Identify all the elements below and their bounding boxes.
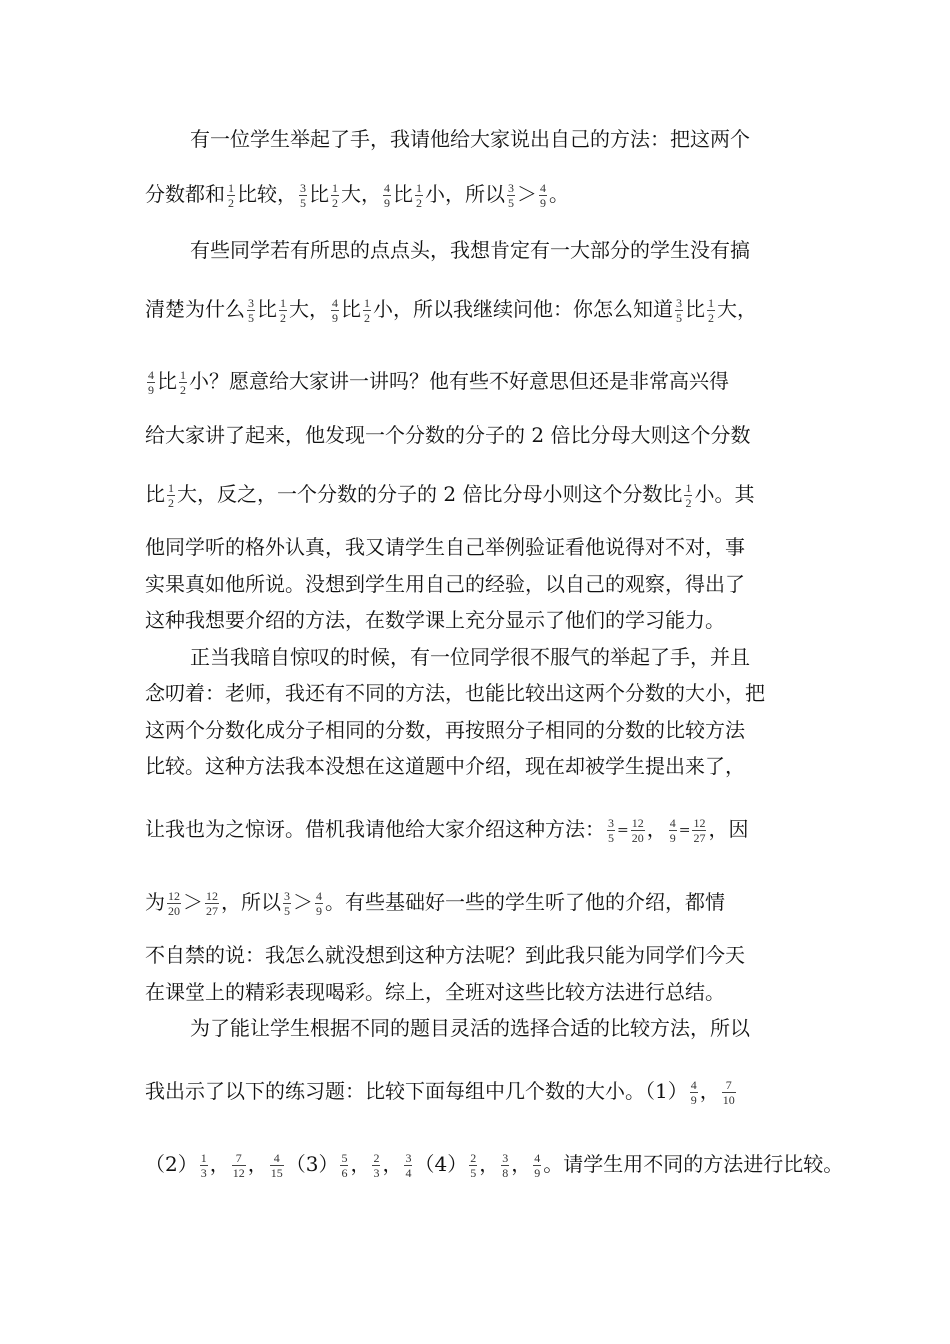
fraction: $\frac{4}{15}$ (270, 1151, 283, 1180)
text: 让我也为之惊讶。借机我请他给大家介绍这种方法： (145, 817, 605, 841)
fraction: $\frac{3}{5}$ (248, 296, 254, 325)
text: 。 (549, 182, 569, 206)
p2-line1: 有些同学若有所思的点点头，我想肯定有一大部分的学生没有搞 (190, 238, 750, 262)
text: 比 (341, 297, 361, 321)
text: 小，所以 (425, 182, 505, 206)
text: 比 (157, 369, 177, 393)
p3-line6 (145, 888, 815, 918)
p2-line8: 这种我想要介绍的方法，在数学课上充分显示了他们的学习能力。 (145, 608, 725, 632)
text: 比 (145, 482, 165, 506)
text: 小？愿意给大家讲一讲吗？他有些不好意思但还是非常高兴得 (189, 369, 729, 393)
text: ， (350, 1152, 371, 1176)
text: ， (646, 817, 667, 841)
text: 。有些基础好一些的学生听了他的介绍，都情 (325, 890, 725, 914)
text: 小。其 (694, 482, 755, 506)
text: 比 (393, 182, 413, 206)
p3-line4: 比较。这种方法我本没想在这道题中介绍，现在却被学生提出来了， (145, 754, 745, 778)
p1-line1: 有一位学生举起了手，我请他给大家说出自己的方法：把这两个 (190, 127, 750, 151)
fraction: $\frac{4}{9}$ (690, 1078, 697, 1107)
text: ， (247, 1152, 268, 1176)
fraction: $\frac{4}{9}$ (534, 1151, 541, 1180)
text: 小，所以我继续问他：你怎么知道 (373, 297, 673, 321)
text: 大， (717, 297, 757, 321)
fraction: $\frac{5}{6}$ (341, 1151, 348, 1180)
p3-line3: 这两个分数化成分子相同的分数，再按照分子相同的分数的比较方法 (145, 718, 745, 742)
fraction: $\frac{3}{5}$ (676, 296, 682, 325)
text: 大， (341, 182, 381, 206)
fraction: $\frac{4}{9}$ (316, 889, 322, 918)
p2-line6: 他同学听的格外认真，我又请学生自己举例验证看他说得对不对，事 (145, 535, 745, 559)
fraction: $\frac{12}{27}$ (693, 816, 706, 845)
p3-line1: 正当我暗自惊叹的时候，有一位同学很不服气的举起了手，并且 (190, 645, 750, 669)
text: ， (511, 1152, 532, 1176)
fraction: $\frac{4}{9}$ (669, 816, 676, 845)
fraction: $\frac{3}{4}$ (405, 1151, 412, 1180)
p2-line5 (145, 480, 815, 510)
text: 大，反之，一个分数的分子的 2 倍比分母小则这个分数比 (177, 482, 683, 506)
fraction: $\frac{4}{9}$ (384, 181, 390, 210)
text: ， (382, 1152, 403, 1176)
text: ＞ (517, 182, 537, 206)
fraction: $\frac{12}{20}$ (168, 889, 180, 918)
fraction: $\frac{1}{2}$ (168, 481, 174, 510)
text: 我出示了以下的练习题：比较下面每组中几个数的大小。（1） (145, 1079, 688, 1103)
p3-line5 (145, 815, 815, 845)
text: （3） (285, 1152, 339, 1176)
text: 分数都和 (145, 182, 225, 206)
p4-line2 (145, 1077, 815, 1107)
p2-line3 (145, 367, 815, 397)
text: 清楚为什么 (145, 297, 245, 321)
fraction: $\frac{1}{2}$ (685, 481, 692, 510)
fraction: $\frac{1}{2}$ (180, 368, 186, 397)
fraction: $\frac{4}{9}$ (540, 181, 546, 210)
text: 。请学生用不同的方法进行比较。 (543, 1152, 844, 1176)
p3-line8: 在课堂上的精彩表现喝彩。综上，全班对这些比较方法进行总结。 (145, 980, 725, 1004)
text: 比较， (237, 182, 297, 206)
fraction: $\frac{1}{3}$ (200, 1151, 207, 1180)
text: ＞ (183, 890, 203, 914)
text: ，所以 (221, 890, 281, 914)
fraction: $\frac{12}{27}$ (206, 889, 218, 918)
text: （2） (145, 1152, 198, 1176)
fraction: $\frac{1}{2}$ (280, 296, 286, 325)
fraction: $\frac{1}{2}$ (708, 296, 714, 325)
p2-line2 (145, 295, 815, 325)
fraction: $\frac{1}{2}$ (364, 296, 370, 325)
fraction: $\frac{3}{8}$ (502, 1151, 509, 1180)
fraction: $\frac{7}{12}$ (232, 1151, 245, 1180)
fraction: $\frac{4}{9}$ (332, 296, 338, 325)
p3-line7: 不自禁的说：我怎么就没想到这种方法呢？到此我只能为同学们今天 (145, 943, 745, 967)
p4-line3 (145, 1150, 844, 1180)
fraction: $\frac{3}{5}$ (508, 181, 514, 210)
fraction: $\frac{2}{5}$ (470, 1151, 477, 1180)
text: 比 (257, 297, 277, 321)
text: ＞ (293, 890, 313, 914)
p1-line2 (145, 180, 815, 210)
text: 大， (289, 297, 329, 321)
equals-sign: = (678, 822, 691, 839)
fraction: $\frac{12}{20}$ (631, 816, 644, 845)
text: ， (699, 1079, 720, 1103)
fraction: $\frac{1}{2}$ (416, 181, 422, 210)
fraction: $\frac{2}{3}$ (373, 1151, 380, 1180)
fraction: $\frac{3}{5}$ (608, 816, 614, 845)
fraction: $\frac{3}{5}$ (300, 181, 306, 210)
text: 比 (685, 297, 705, 321)
equals-sign: = (617, 822, 629, 839)
text: ， (209, 1152, 230, 1176)
fraction: $\frac{3}{5}$ (284, 889, 290, 918)
p3-line2: 念叨着：老师，我还有不同的方法，也能比较出这两个分数的大小，把 (145, 681, 765, 705)
text: ， (479, 1152, 500, 1176)
fraction: $\frac{1}{2}$ (228, 181, 234, 210)
p2-line7: 实果真如他所说。没想到学生用自己的经验，以自己的观察，得出了 (145, 572, 745, 596)
p4-line1: 为了能让学生根据不同的题目灵活的选择合适的比较方法，所以 (190, 1016, 750, 1040)
text: （4） (414, 1152, 468, 1176)
fraction: $\frac{4}{9}$ (148, 368, 154, 397)
text: 为 (145, 890, 165, 914)
p2-line4: 给大家讲了起来，他发现一个分数的分子的 2 倍比分母大则这个分数 (145, 423, 751, 447)
text: 比 (309, 182, 329, 206)
text: ，因 (708, 817, 749, 841)
fraction: $\frac{7}{10}$ (722, 1078, 735, 1107)
fraction: $\frac{1}{2}$ (332, 181, 338, 210)
